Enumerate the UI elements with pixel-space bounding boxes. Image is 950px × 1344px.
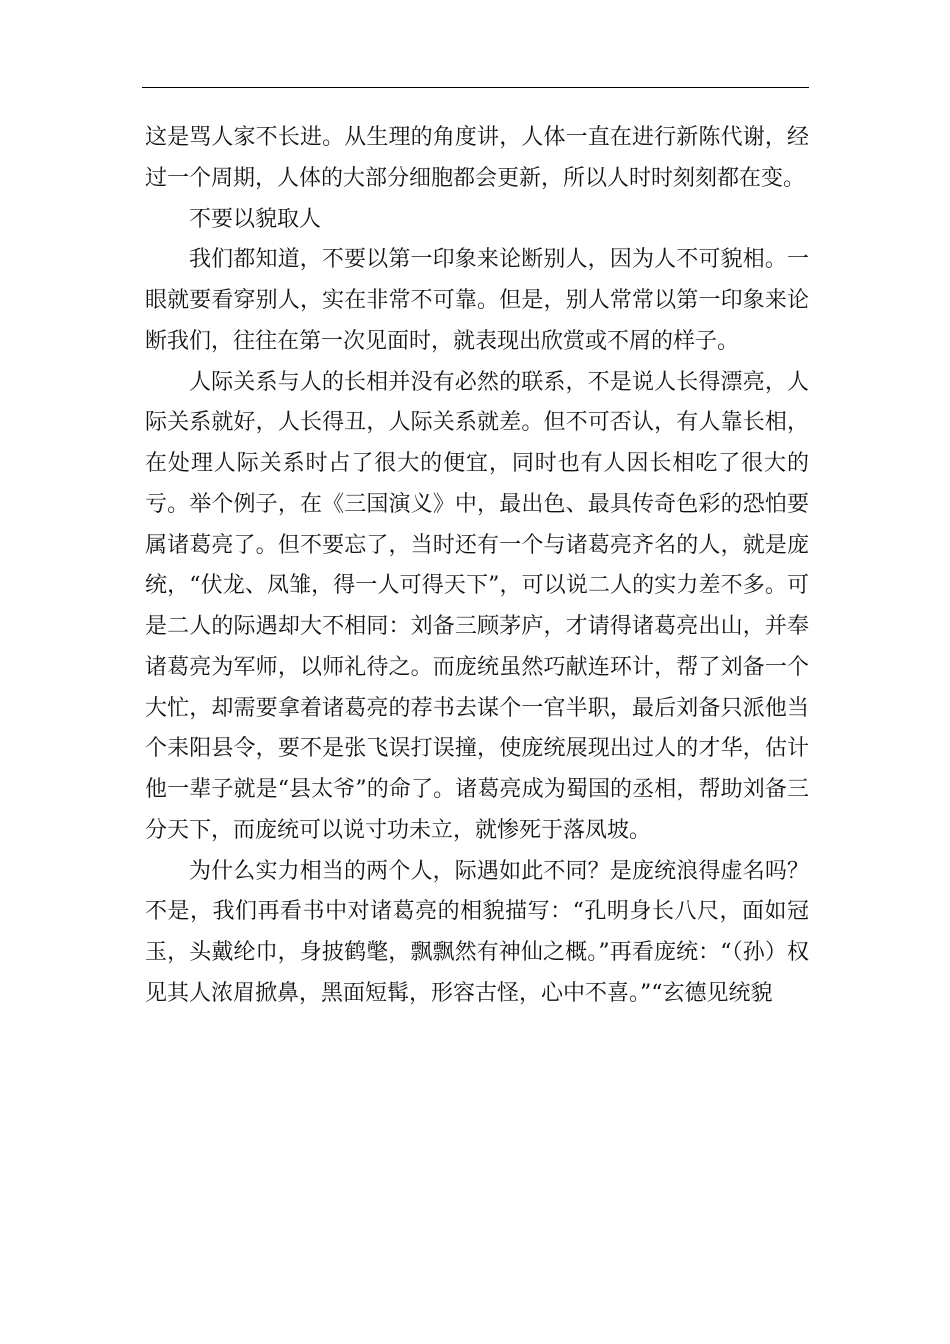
paragraph: 为什么实力相当的两个人，际遇如此不同？是庞统浪得虚名吗？不是，我们再看书中对诸葛亮的相貌描写：“孔明身长八尺，面如冠玉，头戴纶巾，身披鹤氅，飘飘然有神仙之概。”再看庞统：“（孙）权见其人浓眉掀鼻，黑面短髯，形容古怪，心中不喜。”“玄德见统貌 [145,858,809,1006]
section-heading: 不要以貌取人 [189,206,322,232]
header-rule [142,87,809,88]
body-text [145,118,809,1015]
paragraph-continued: 这是骂人家不长进。从生理的角度讲，人体一直在进行新陈代谢，经过一个周期，人体的大部分细胞都会更新，所以人时时刻刻都在变。 [145,125,809,191]
paragraph: 人际关系与人的长相并没有必然的联系，不是说人长得漂亮，人际关系就好，人长得丑，人际关系就差。但不可否认，有人靠长相，在处理人际关系时占了很大的便宜，同时也有人因长相吃了很大的亏。举个例子，在《三国演义》中，最出色、最具传奇色彩的恐怕要属诸葛亮了。但不要忘了，当时还有一个与诸葛亮齐名的人，就是庞统，“伏龙、凤雏，得一人可得天下”，可以说二人的实力差不多。可是二人的际遇却大不相同：刘备三顾茅庐，才请得诸葛亮出山，并奉诸葛亮为军师，以师礼待之。而庞统虽然巧献连环计，帮了刘备一个大忙，却需要拿着诸葛亮的荐书去谋个一官半职，最后刘备只派他当个耒阳县令，要不是张飞误打误撞，使庞统展现出过人的才华，估计他一辈子就是“县太爷”的命了。诸葛亮成为蜀国的丞相，帮助刘备三分天下，而庞统可以说寸功未立，就惨死于落凤坡。 [145,369,809,843]
paragraph: 我们都知道，不要以第一印象来论断别人，因为人不可貌相。一眼就要看穿别人，实在非常不可靠。但是，别人常常以第一印象来论断我们，往往在第一次见面时，就表现出欣赏或不屑的样子。 [145,247,809,354]
